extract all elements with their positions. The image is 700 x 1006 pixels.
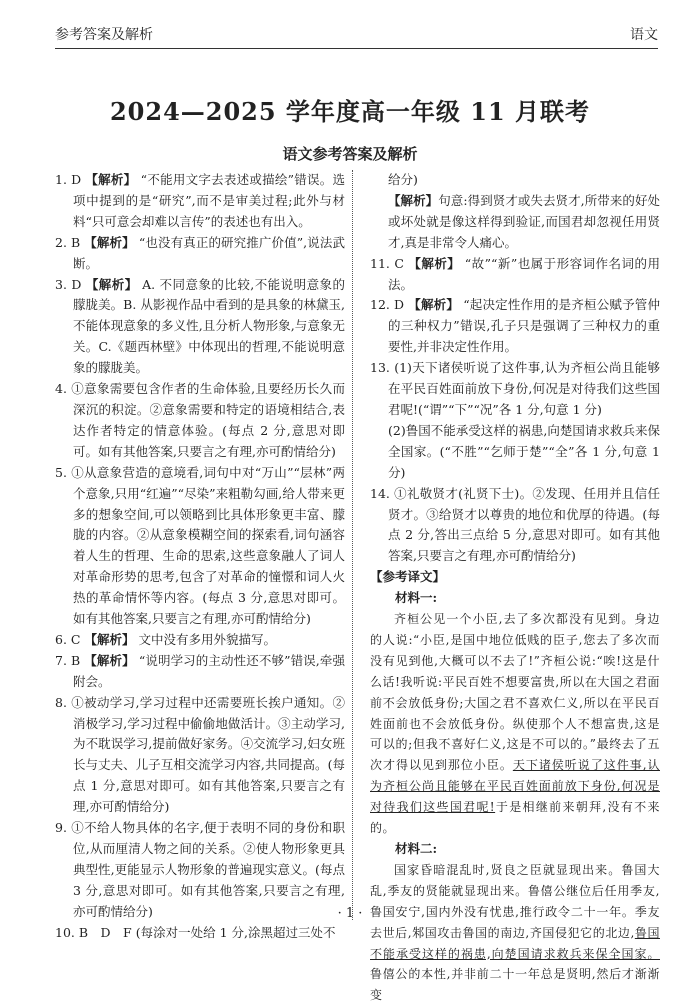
page-number: · 1 · — [337, 906, 363, 921]
answer-tag: 【解析】 — [84, 652, 135, 668]
answer-num: 7. B — [55, 652, 81, 668]
answer-item — [370, 254, 660, 296]
answer-num: 12. D — [370, 297, 405, 313]
answer-tag: 【解析】 — [408, 255, 461, 271]
answer-text: ①被动学习,学习过程中还需要班长挨户通知。②消极学习,学习过程中偷偷地做活计。③主动学习,为不耽误学习,提前做好家务。④交流学习,妇女班长与丈夫、儿子互相交流学习内容,共同提高。(每点 1 分,意思对即可。如有其他答案,只要言之有理,亦可酌情给分) — [71, 694, 345, 815]
underlined-text: 鲁国不能承受这样的祸患,向楚国请求救兵来保全国家。 — [370, 925, 660, 961]
answer-text: A. 不同意象的比较,不能说明意象的朦胧美。B. 从影视作品中看到的是具象的林黛玉,不能体现意象的多义性,且分析人物形象,与意象无关。C.《题西林壁》中体现出的哲理,不能说明意象的朦胧美。 — [73, 276, 345, 376]
analysis-tag: 【解析】 — [388, 192, 439, 208]
answer-item — [55, 379, 345, 463]
answer-text: “不能用文字去表述或描绘”错误。选项中提到的是“研究”,而不是审美过程;此外与材料“只可意会却难以言传”的表述也有出入。 — [73, 172, 345, 229]
answer-num: 3. D — [55, 276, 82, 292]
answer-item — [55, 630, 345, 651]
answer-tag: 【解析】 — [84, 631, 135, 647]
answer-item — [55, 170, 345, 233]
answer-10-analysis — [370, 191, 660, 254]
text: 鲁僖公的本性,并非前二十一年总是贤明,然后才渐渐变 — [370, 967, 660, 1003]
answer-text: ①从意象营造的意境看,词句中对“万山”“层林”两个意象,只用“红遍”“尽染”来粗勒勾画,给人带来更多的想象空间,可以领略到比具体形象更丰富、朦胧的内容。②从意象模糊空间的探索看,词句涵容着人生的哲理、生命的思索,这些意象融人了词人对革命形势的思考,包含了对革命的憧憬和词人火热的革命情怀等内容。(每点 3 分,意思对即可。如有其他答案,只要言之有理,亦可酌情给分) — [71, 464, 345, 627]
answer-text: ①意象需要包含作者的生命体验,且要经历长久而深沉的积淀。②意象需要和特定的语境相结合,表达作者特定的情意体验。(每点 2 分,意思对即可。如有其他答案,只要言之有理,亦可酌情给分) — [71, 381, 345, 459]
answer-item — [55, 923, 345, 944]
analysis-text: 句意:得到贤才或失去贤才,所带来的好处或坏处就是像这样得到验证,而国君却忽视任用贤才,真是非常令人痛心。 — [388, 192, 660, 250]
answer-text: (1)天下诸侯听说了这件事,认为齐桓公尚且能够在平民百姓面前放下身份,何况是对待我们这些国君呢!(“谓”“下”“况”各 1 分,句意 1 分) — [388, 360, 660, 417]
answer-tag: 【解析】 — [85, 172, 137, 187]
page-subtitle: 语文参考答案及解析 — [282, 145, 418, 163]
answer-num: 14. — [370, 485, 390, 501]
header-left: 参考答案及解析 — [55, 27, 153, 43]
answer-item — [370, 358, 660, 421]
answer-tag: 【解析】 — [408, 297, 460, 313]
answer-item — [370, 295, 660, 358]
answer-num: 6. C — [55, 631, 81, 647]
answer-text: “起决定性作用的是齐桓公赋予管仲的三种权力”错误,孔子只是强调了三种权力的重要性,并非决定性作用。 — [388, 297, 660, 355]
answer-text: “故”“新”也属于形容词作名词的用法。 — [388, 255, 660, 292]
page-title: 2024—2025 学年度高一年级 11 月联考 — [109, 97, 591, 126]
text: 国家昏暗混乱时,贤良之臣就显现出来。鲁国大乱,季友的贤能就显现出来。鲁僖公继位后任用季友,鲁国安宁,国内外没有忧患,推行政令二十一年。季友去世后,邾国攻击鲁国的南边,齐国侵犯它的北边, — [370, 862, 660, 940]
left-column — [55, 170, 345, 944]
answer-num: 9. — [55, 820, 67, 836]
answer-num: 8. — [55, 694, 67, 710]
answer-text: “也没有真正的研究推广价值”,说法武断。 — [73, 234, 345, 271]
answer-tag: 【解析】 — [84, 234, 135, 250]
answer-num: 13. — [370, 360, 390, 376]
answer-num: 2. B — [55, 234, 81, 250]
translation-heading: 【参考译文】 — [370, 569, 446, 585]
answer-text: 文中没有多用外貌描写。 — [138, 631, 276, 647]
answer-continuation: 给分) — [388, 172, 418, 187]
answer-num: 11. C — [370, 255, 404, 271]
answer-text: (每涂对一处给 1 分,涂黑超过三处不 — [135, 924, 336, 940]
answer-item — [55, 651, 345, 693]
page-header — [55, 18, 658, 49]
material-two-text — [370, 860, 660, 1006]
answer-item — [55, 463, 345, 630]
answer-num: 5. — [55, 464, 67, 480]
text: 于是相继前来朝拜,没有不来的。 — [370, 800, 660, 836]
header-subject: 语文 — [630, 27, 658, 43]
answer-item — [55, 233, 345, 275]
material-two-label: 材料二: — [395, 841, 438, 856]
underlined-text: 天下诸侯听说了这件事,认为齐桓公尚且能够在平民百姓面前放下身份,何况是对待我们这些国君呢! — [370, 758, 660, 815]
right-column — [370, 170, 660, 1006]
answer-tag: 【解析】 — [85, 276, 138, 292]
column-divider — [352, 170, 353, 920]
material-one-label: 材料一: — [395, 590, 438, 606]
answer-text: (2)鲁国不能承受这样的祸患,向楚国请求救兵来保全国家。(“不胜”“乞师于楚”“全”各 1 分,句意 1 分) — [388, 422, 660, 480]
answer-item — [370, 421, 660, 484]
answer-item — [370, 484, 660, 568]
answer-num: 4. — [55, 381, 67, 397]
answer-num: 10. B D F — [55, 924, 132, 940]
answer-text: “说明学习的主动性还不够”错误,牵强附会。 — [73, 652, 345, 689]
answer-num: 1. D — [55, 172, 82, 187]
answer-text: ①礼敬贤才(礼贤下士)。②发现、任用并且信任贤才。③给贤才以尊贵的地位和优厚的待遇。(每点 2 分,答出三点给 5 分,意思对即可。如有其他答案,只要言之有理,亦可酌情给分) — [388, 485, 660, 564]
answer-item — [55, 275, 345, 380]
answer-item — [55, 693, 345, 818]
material-one-text — [370, 609, 660, 839]
answer-text: ①不给人物具体的名字,便于表明不同的身份和职位,从而厘清人物之间的关系。②使人物形象更具典型性,更能显示人物形象的普遍现实意义。(每点 3 分,意思对即可。如有其他答案,只要言之有理,亦可酌情给分) — [71, 820, 345, 919]
text: 齐桓公见一个小臣,去了多次都没有见到。身边的人说:“小臣,是国中地位低贱的臣子,您去了多次而没有见到他,大概可以不去了!”齐桓公说:“唉!这是什么话!我听说:平民百姓不想要富贵,所以在大国之君面前不会放低身份;大国之君不喜欢仁义,所以在平民百姓面前也不会放低身份。纵使那个人不想富贵,这是可以的;但我不喜好仁义,这是不可以的。”最终去了五次才得以见到那位小臣。 — [370, 612, 660, 773]
